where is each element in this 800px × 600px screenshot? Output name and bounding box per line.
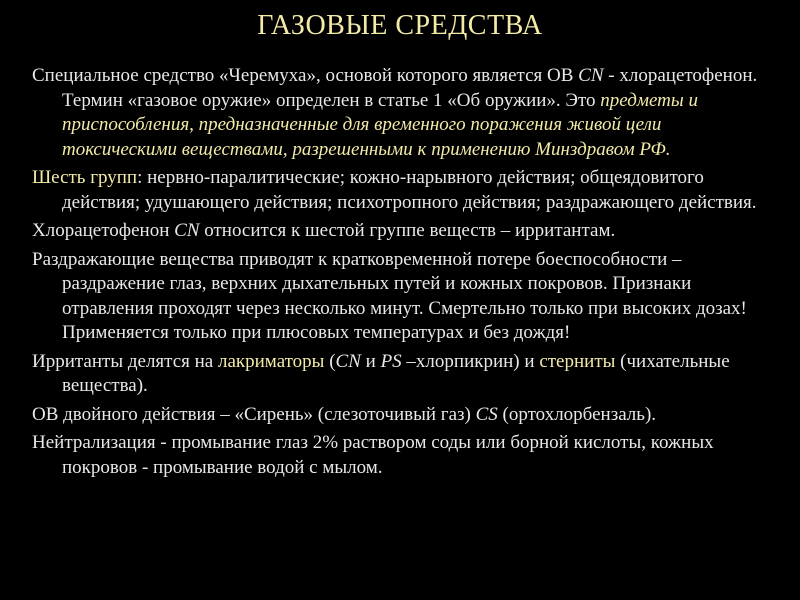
text-segment: Ирританты делятся на: [32, 350, 218, 372]
paragraph-six-groups: [32, 166, 777, 215]
text-segment: Раздражающие вещества приводят к кратковременной потере боеспособности – раздражение глаз, верхних дыхательных путей и кожных покровов. Признаки отравления проходят через несколько минут. Смертельно только при высоких дозах! Применяется только при плюсовых температурах и без дождя!: [32, 248, 747, 343]
definition-text: предметы и приспособления, предназначенные для временного поражения живой цели токсическими веществами, разрешенными к применению Минздравом РФ.: [62, 89, 698, 160]
text-segment: (чихательные вещества).: [62, 350, 730, 396]
text-segment: Нейтрализация - промывание глаз 2% раствором соды или борной кислоты, кожных покровов - промывание водой с мылом.: [32, 432, 714, 478]
text-segment-cn: CN: [578, 65, 604, 86]
text-segment: ОВ двойного действия – «Сирень» (слезоточивый газ): [32, 403, 476, 425]
text-segment-cs: CS: [475, 403, 498, 425]
text-segment: Хлорацетофенон: [32, 220, 175, 241]
text-segment: и: [360, 350, 381, 372]
text-segment: - хлорацетофенон. Термин «газовое оружие» определен в статье 1 «Об оружии». Это: [62, 65, 758, 111]
text-segment: –хлорпикрин) и: [401, 350, 540, 372]
paragraph-dual-action: [32, 403, 777, 428]
text-segment-cn: CN: [335, 350, 361, 372]
paragraph-chloroacetophenone: [32, 219, 777, 244]
paragraph-irritant-types: [32, 350, 777, 399]
lacrimators-label: лакриматоры: [217, 350, 325, 372]
slide-body: [32, 64, 777, 484]
sternites-label: стерниты: [539, 350, 616, 372]
text-segment: (ортохлорбензаль).: [497, 403, 657, 425]
text-segment-ps: PS: [380, 350, 402, 372]
paragraph-neutralization: [32, 431, 777, 480]
six-groups-label: Шесть групп: [32, 167, 138, 188]
paragraph-cheremukha: [32, 64, 777, 162]
text-segment: относится к шестой группе веществ – ирритантам.: [199, 220, 616, 241]
slide-title: ГАЗОВЫЕ СРЕДСТВА: [257, 10, 543, 41]
text-segment: (: [324, 350, 336, 372]
text-segment: Специальное средство «Черемуха», основой которого является ОВ: [32, 65, 579, 86]
text-segment-cn: CN: [174, 220, 200, 241]
paragraph-irritant-effects: [32, 248, 777, 346]
text-segment: : нервно-паралитические; кожно-нарывного действия; общеядовитого действия; удушающего действия; психотропного действия; раздражающего действия.: [62, 167, 757, 213]
